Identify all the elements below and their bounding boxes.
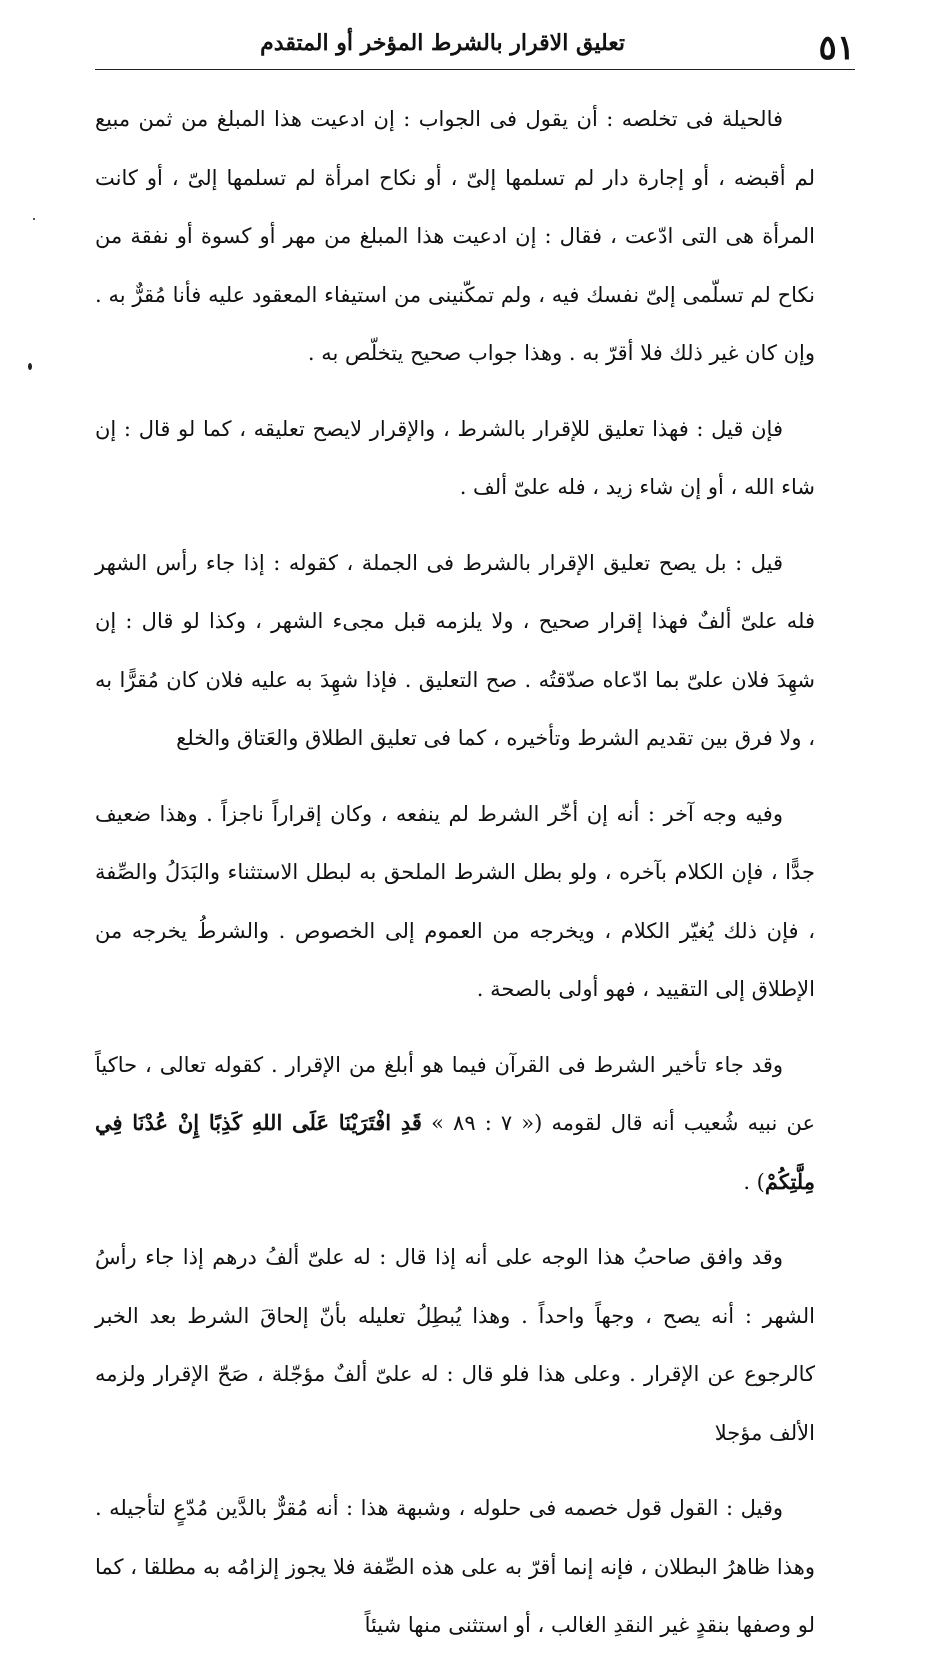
quran-quote: قَدِ افْتَرَيْنَا عَلَى اللهِ كَذِبًا إِنْ عُدْنَا فِي مِلَّتِكُمْ — [95, 1110, 815, 1194]
paragraph-5-text: وقد جاء تأخير الشرط فى القرآن فيما هو أبلغ من الإقرار . كقوله تعالى ، حاكياً عن نبيه شُعيب أنه قال لقومه (« ٧ : ٨٩ » — [95, 1052, 815, 1135]
page-header — [95, 20, 855, 70]
body-text — [95, 90, 815, 1672]
paragraph-2: فإن قيل : فهذا تعليق للإقرار بالشرط ، والإقرار لايصح تعليقه ، كما لو قال : إن شاء الله ، أو إن شاء زيد ، فله علىّ ألف . — [95, 416, 815, 499]
paragraph-5-end: ) . — [743, 1169, 765, 1194]
paragraph-4: وفيه وجه آخر : أنه إن أخّر الشرط لم ينفعه ، وكان إقراراً ناجزاً . وهذا ضعيف جدًّا ، فإن الكلام بآخره ، ولو بطل الشرط الملحق به لبطل الاستثناء والبَدَلُ والصِّفة ، فإن ذلك يُغيّر الكلام ، ويخرجه من العموم إلى الخصوص . والشرطُ يخرجه من الإطلاق إلى التقييد ، فهو أولى بالصحة . — [95, 801, 815, 1001]
margin-speck — [28, 363, 32, 370]
header-rule — [95, 69, 855, 70]
page-number: ٥١ — [818, 28, 855, 68]
paragraph-1: فالحيلة فى تخلصه : أن يقول فى الجواب : إن ادعيت هذا المبلغ من ثمن مبيع لم أقبضه ، أو إجارة دار لم تسلمها إلىّ ، أو نكاح امرأة لم تسلمها إلىّ ، أو كانت المرأة هى التى ادّعت ، فقال : إن ادعيت هذا المبلغ من مهر أو كسوة أو نفقة من نكاح لم تسلّمى إلىّ نفسك فيه ، ولم تمكّنينى من استيفاء المعقود عليه فأنا مُقرٌّ به . وإن كان غير ذلك فلا أقرّ به . وهذا جواب صحيح يتخلّص به . — [95, 107, 815, 365]
paragraph-5 — [95, 1036, 815, 1212]
running-title: تعليق الاقرار بالشرط المؤخر أو المتقدم — [260, 30, 625, 56]
paragraph-7: وقيل : القول قول خصمه فى حلوله ، وشبهة هذا : أنه مُقرٌّ بالدَّين مُدّعٍ لتأجيله . وهذا ظاهرُ البطلان ، فإنه إنما أقرّ به على هذه الصِّفة فلا يجوز إلزامُه به مطلقا ، كما لو وصفها بنقدٍ غير النقدِ الغالب ، أو استثنى منها شيئاً — [95, 1496, 815, 1637]
margin-speck — [33, 218, 35, 220]
paragraph-6: وقد وافق صاحبُ هذا الوجه على أنه إذا قال : له علىّ ألفُ درهم إذا جاء رأسُ الشهر : أنه يصح ، وجهاً واحداً . وهذا يُبطِلُ تعليله بأنّ إلحاقَ الشرط بعد الخبر كالرجوع عن الإقرار . وعلى هذا فلو قال : له علىّ ألفٌ مؤجّلة ، صَحّ الإقرار ولزمه الألف مؤجلا — [95, 1245, 815, 1445]
paragraph-3: قيل : بل يصح تعليق الإقرار بالشرط فى الجملة ، كقوله : إذا جاء رأس الشهر فله علىّ ألفٌ فهذا إقرار صحيح ، ولا يلزمه قبل مجىء الشهر ، وكذا لو قال : إن شهِدَ فلان علىّ بما ادّعاه صدّقتُه . صح التعليق . فإذا شهِدَ به عليه فلان كان مُقرًّا به ، ولا فرق بين تقديم الشرط وتأخيره ، كما فى تعليق الطلاق والعَتاق والخلع — [95, 550, 815, 750]
